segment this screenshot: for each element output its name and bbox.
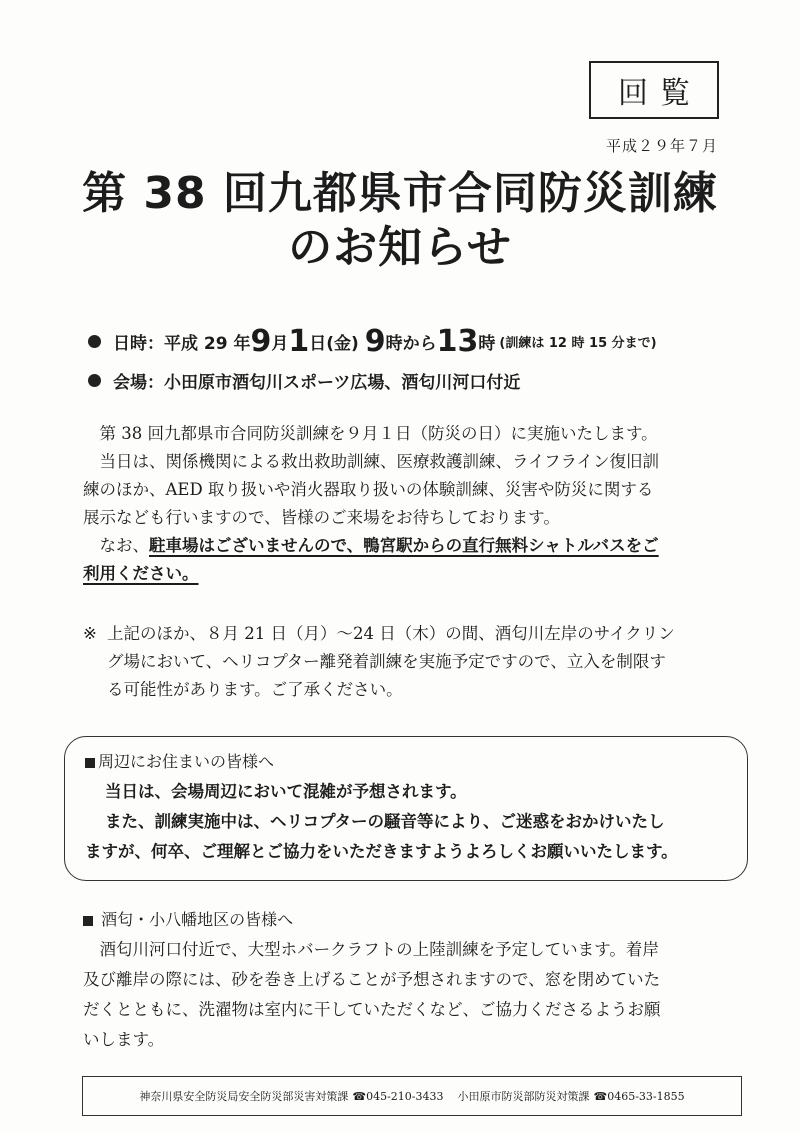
issue-date: 平成２９年７月 — [605, 137, 718, 155]
parking-notice: 駐車場はございませんので、鴨宮駅からの直行無料シャトルバスをご — [149, 536, 659, 555]
helicopter-note — [83, 620, 743, 704]
note-line: 上記のほか、８月 21 日（月）～24 日（木）の間、酒匂川左岸のサイクリン — [107, 624, 675, 643]
district-section — [83, 905, 748, 1055]
note-line: る可能性があります。ご了承ください。 — [107, 680, 403, 699]
intro-line: 当日は、関係機関による救出救助訓練、医療救護訓練、ライフライン復旧訓 — [83, 452, 660, 471]
contact-org-prefecture: 神奈川県安全防災局安全防災部災害対策課 — [139, 1090, 349, 1103]
bullet-dot-icon — [88, 335, 101, 348]
title-line-1: 第 38 回九都県市合同防災訓練 — [82, 168, 718, 219]
schedule-era: 平成 29 年 — [164, 334, 251, 354]
residents-line: 当日は、会場周辺において混雑が予想されます。 — [105, 782, 467, 801]
venue-bullet — [88, 368, 520, 393]
schedule-month: 9 — [250, 324, 272, 359]
district-line: 酒匂川河口付近で、大型ホバークラフトの上陸訓練を予定しています。着岸 — [83, 940, 659, 959]
note-line: グ場において、ヘリコプター離発着訓練を実施予定ですので、立入を制限す — [107, 652, 666, 671]
square-bullet-icon — [83, 916, 93, 926]
residents-box — [64, 736, 748, 881]
schedule-note: (訓練は 12 時 15 分まで) — [499, 336, 657, 351]
intro-paragraph — [83, 420, 743, 588]
district-heading — [83, 905, 748, 935]
residents-line: ますが、何卒、ご理解とご協力をいただきますようよろしくお願いいたします。 — [85, 842, 678, 861]
district-line: だくとともに、洗濯物は室内に干していただくなど、ご協力くださるようお願 — [83, 1000, 661, 1019]
schedule-weekday: (金) — [326, 334, 359, 354]
schedule-start-suffix: 時から — [385, 334, 437, 354]
circular-stamp: 回覧 — [589, 61, 719, 119]
residents-heading — [85, 747, 747, 777]
district-line: いします。 — [83, 1030, 165, 1049]
schedule-day: 1 — [288, 324, 310, 359]
intro-line — [83, 560, 743, 588]
schedule-day-unit: 日 — [309, 334, 327, 354]
parking-notice-end: 利用ください。 — [83, 564, 199, 583]
district-heading-text: 酒匂・小八幡地区の皆様へ — [101, 910, 294, 929]
venue-label: 会場： — [113, 373, 164, 393]
district-line: 及び離岸の際には、砂を巻き上げることが予想されますので、窓を閉めていた — [83, 970, 661, 989]
contact-tel-prefecture: ☎045-210-3433 — [352, 1089, 444, 1103]
schedule-start-hour: 9 — [364, 324, 386, 359]
venue-value: 小田原市酒匂川スポーツ広場、酒匂川河口付近 — [164, 373, 521, 393]
title-line-2: のお知らせ — [288, 222, 512, 273]
schedule-bullet — [88, 324, 657, 359]
schedule-end-hour: 13 — [436, 324, 479, 359]
intro-line: 第 38 回九都県市合同防災訓練を９月１日（防災の日）に実施いたします。 — [83, 424, 658, 443]
intro-line: 練のほか、AED 取り扱いや消火器取り扱いの体験訓練、災害や防災に関する — [83, 480, 654, 499]
intro-line: 展示なども行いますので、皆様のご来場をお待ちしております。 — [83, 508, 560, 527]
contact-org-city: 小田原市防災部防災対策課 — [457, 1090, 590, 1103]
residents-line: また、訓練実施中は、ヘリコプターの騒音等により、ご迷惑をおかけいたし — [105, 812, 665, 831]
note-mark: ※ — [83, 624, 97, 643]
schedule-month-unit: 月 — [271, 334, 289, 354]
contact-tel-city: ☎0465-33-1855 — [593, 1089, 685, 1103]
intro-line — [83, 532, 743, 560]
residents-heading-text: 周辺にお住まいの皆様へ — [98, 752, 275, 771]
contact-footer — [82, 1076, 742, 1116]
schedule-label: 日時： — [113, 334, 164, 354]
bullet-dot-icon — [88, 374, 101, 387]
schedule-end-suffix: 時 — [478, 334, 496, 354]
intro-line-prefix: なお、 — [83, 536, 149, 555]
square-bullet-icon — [85, 758, 95, 768]
